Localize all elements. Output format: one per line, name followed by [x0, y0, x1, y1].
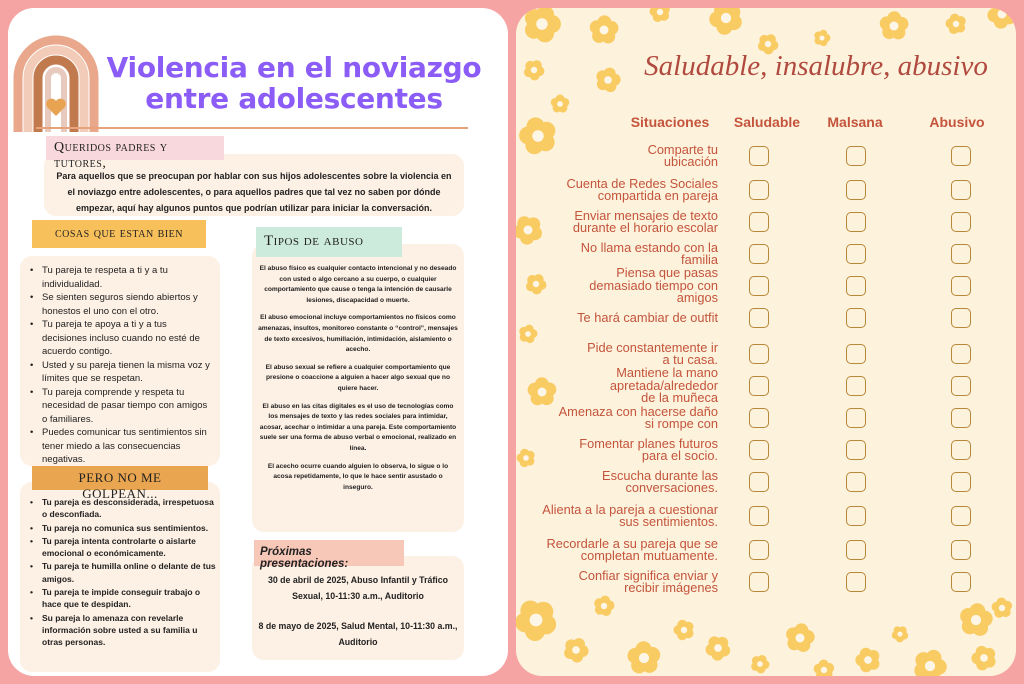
unhealthy-checkbox[interactable]	[846, 572, 866, 592]
flower-icon	[524, 60, 544, 80]
list-item: • Tu pareja te apoya a ti y a tus decisiones incluso cuando no esté de acuerdo contigo.	[30, 318, 214, 359]
abusive-checkbox[interactable]	[951, 376, 971, 396]
flower-icon	[519, 325, 537, 343]
checklist-title: Saludable, insalubre, abusivo	[644, 50, 988, 82]
unhealthy-checkbox[interactable]	[846, 180, 866, 200]
flower-icon	[814, 660, 834, 676]
abusive-checkbox[interactable]	[951, 506, 971, 526]
abuse-type-paragraph: El abuso físico es cualquier contacto intencional y no deseado con usted o algo cercano a su cuerpo, o cualquier comportamiento que cause o tenga la intención de causarle lesiones, discapacidad o muerte.	[259, 265, 457, 304]
abuse-type-paragraph: El abuso emocional incluye comportamientos no físicos como amenazas, insultos, monitoreo constante o “control”, mensajes de texto excesivos, humillación, intimidación, aislamiento o acecho.	[258, 314, 458, 354]
intro-text: Para aquellos que se preocupan por hablar con sus hijos adolescentes sobre la violencia en el noviazgo entre adolescentes, o para aquellos padres que tal vez no saben por dónde empezar, aquí hay algunos puntos que podrían utilizar para iniciar la conversación.	[56, 171, 452, 213]
flower-icon	[516, 601, 556, 641]
situation-label-line: familia	[681, 252, 718, 267]
healthy-checkbox[interactable]	[749, 540, 769, 560]
situation-label	[520, 175, 718, 203]
abusive-checkbox[interactable]	[951, 440, 971, 460]
intro-box	[44, 154, 464, 216]
healthy-checkbox[interactable]	[749, 376, 769, 396]
flower-icon	[674, 620, 694, 640]
abusive-checkbox[interactable]	[951, 540, 971, 560]
situation-label-line: Comparte tu	[647, 141, 718, 157]
healthy-checkbox[interactable]	[749, 408, 769, 428]
flower-icon	[590, 15, 619, 43]
unhealthy-checkbox[interactable]	[846, 212, 866, 232]
flower-icon	[709, 8, 741, 35]
healthy-checkbox[interactable]	[749, 344, 769, 364]
situation-label-line: completan mutuamente.	[580, 548, 718, 563]
abusive-checkbox[interactable]	[951, 344, 971, 364]
situation-label-line: Amenaza con hacerse daño	[558, 403, 718, 419]
list-item: • Usted y su pareja tienen la misma voz y límites que se respetan.	[30, 359, 214, 386]
unhealthy-checkbox[interactable]	[846, 276, 866, 296]
situation-label-line: Fomentar planes futuros	[579, 435, 718, 451]
abusive-checkbox[interactable]	[951, 180, 971, 200]
flower-icon	[880, 11, 909, 39]
situation-label	[520, 467, 718, 495]
situation-label-line: Alienta a la pareja a cuestionar	[542, 501, 718, 517]
situation-label-line: apretada/alrededor	[609, 377, 718, 393]
situation-label	[520, 501, 718, 529]
title-line-1: Violencia en el noviazgo	[106, 51, 482, 84]
situation-label	[520, 567, 718, 595]
situation-label-line: Confiar significa enviar y	[578, 567, 718, 583]
abuse-types-heading: Tipos de abuso	[256, 227, 402, 257]
situation-label-line: demasiado tiempo con	[589, 277, 718, 293]
situation-label	[520, 339, 718, 367]
presentations-heading: Próximas presentaciones:	[254, 540, 404, 566]
healthy-checkbox[interactable]	[749, 276, 769, 296]
situation-label-line: durante el horario escolar	[572, 220, 718, 235]
situation-label	[520, 367, 718, 405]
healthy-checkbox[interactable]	[749, 572, 769, 592]
unhealthy-checkbox[interactable]	[846, 440, 866, 460]
column-header-abusive: Abusivo	[929, 114, 985, 130]
situation-label	[520, 403, 718, 431]
flower-icon	[706, 636, 731, 660]
good-things-heading: cosas que estan bien	[32, 220, 206, 248]
healthy-checkbox[interactable]	[749, 506, 769, 526]
situation-label-line: recibir imágenes	[624, 580, 718, 595]
good-things-list	[30, 264, 214, 467]
list-item: • Tu pareja comprende y respeta tu necesidad de pasar tiempo con amigos o familiares.	[30, 386, 214, 427]
situation-label-line: Escucha durante las	[602, 467, 718, 483]
flower-icon	[551, 95, 569, 113]
unhealthy-checkbox[interactable]	[846, 308, 866, 328]
unhealthy-checkbox[interactable]	[846, 408, 866, 428]
situation-label	[520, 309, 718, 325]
flower-icon	[525, 8, 561, 42]
flower-icon	[914, 650, 946, 676]
situation-label-line: compartida en pareja	[597, 188, 718, 203]
abusive-checkbox[interactable]	[951, 472, 971, 492]
healthy-checkbox[interactable]	[749, 212, 769, 232]
situation-label-line: Enviar mensajes de texto	[574, 207, 718, 223]
healthy-checkbox[interactable]	[749, 440, 769, 460]
flower-icon	[594, 596, 614, 616]
warning-signs-heading: PERO NO ME GOLPEAN...	[32, 466, 208, 490]
abusive-checkbox[interactable]	[951, 212, 971, 232]
column-header-unhealthy: Malsana	[827, 114, 883, 130]
abusive-checkbox[interactable]	[951, 146, 971, 166]
warning-signs-list	[30, 496, 216, 649]
title-line-2: entre adolescentes	[145, 82, 443, 115]
situation-label-line: a tu casa.	[662, 352, 718, 367]
abusive-checkbox[interactable]	[951, 572, 971, 592]
situation-label-line: Mantiene la mano	[616, 365, 718, 381]
unhealthy-checkbox[interactable]	[846, 472, 866, 492]
presentations-box	[252, 556, 464, 660]
list-item: • Su pareja lo amenaza con revelarle información sobre usted a su familia u otras personas.	[30, 612, 216, 649]
list-item: • Tu pareja te humilla online o delante de tus amigos.	[30, 560, 216, 585]
situation-label-line: Cuenta de Redes Sociales	[566, 175, 718, 191]
list-item: • Tu pareja te impide conseguir trabajo o hace que te despidan.	[30, 586, 216, 611]
healthy-checkbox[interactable]	[749, 180, 769, 200]
unhealthy-checkbox[interactable]	[846, 506, 866, 526]
situation-label-line: Te hará cambiar de outfit	[577, 309, 718, 325]
flower-icon	[628, 641, 661, 673]
situation-label-line: Recordarle a su pareja que se	[546, 535, 718, 551]
situation-label-line: Piensa que pasas	[616, 265, 718, 281]
flower-icon	[855, 648, 879, 673]
abusive-checkbox[interactable]	[951, 244, 971, 264]
column-header-healthy: Saludable	[733, 114, 801, 130]
good-things-box	[20, 256, 220, 466]
list-item: • Tu pareja te respeta a ti y a tu individualidad.	[30, 264, 214, 291]
unhealthy-checkbox[interactable]	[846, 244, 866, 264]
divider	[36, 127, 468, 129]
abuse-type-paragraph: El abuso en las citas digitales es el uso de tecnologías como los mensajes de texto y las redes sociales para intimidar, acosar, acechar o intimidar a una pareja. Este comportamiento suele ser una forma de abuso verbal o emocional, realizado en línea.	[259, 402, 457, 452]
situation-label-line: ubicación	[663, 154, 718, 169]
healthy-checkbox[interactable]	[749, 244, 769, 264]
flower-icon	[786, 623, 814, 652]
list-item: • Se sienten seguros siendo abiertos y honestos el uno con el otro.	[30, 291, 214, 318]
situation-label	[520, 535, 718, 563]
parents-heading: Queridos padres y tutores,	[46, 136, 224, 160]
abusive-checkbox[interactable]	[951, 408, 971, 428]
list-item: • Tu pareja no comunica sus sentimientos.	[30, 522, 216, 534]
abuse-type-paragraph: El acecho ocurre cuando alguien lo observa, lo sigue o lo acosa repetidamente, lo que le hace sentir asustado o inseguro.	[267, 462, 449, 491]
flower-icon	[814, 30, 830, 46]
abusive-checkbox[interactable]	[951, 308, 971, 328]
healthy-checkbox[interactable]	[749, 472, 769, 492]
warning-signs-box	[20, 482, 220, 672]
list-item: • Tu pareja es desconsiderada, irrespetuosa o desconfiada.	[30, 496, 216, 521]
healthy-checkbox[interactable]	[749, 146, 769, 166]
situation-label	[520, 239, 718, 267]
flower-icon	[992, 598, 1012, 618]
flower-icon	[960, 603, 993, 636]
presentation-item: 8 de mayo de 2025, Salud Mental, 10-11:30 a.m., Auditorio	[258, 621, 458, 647]
abuse-type-paragraph: El abuso sexual se refiere a cualquier comportamiento que presione o coaccione a alguien a hacer algo sexual que no quiere hacer.	[265, 363, 451, 392]
unhealthy-checkbox[interactable]	[846, 146, 866, 166]
flower-icon	[650, 8, 670, 22]
situation-label-line: conversaciones.	[625, 480, 718, 495]
left-page	[8, 8, 508, 676]
situation-label	[520, 435, 718, 463]
flower-icon	[892, 626, 908, 642]
list-item: • Puedes comunicar tus sentimientos sin tener miedo a las consecuencias negativas.	[30, 426, 214, 467]
situation-label-line: si rompe con	[644, 416, 718, 431]
flower-icon	[971, 646, 995, 671]
flower-icon	[564, 638, 588, 662]
situation-label-line: para el socio.	[641, 448, 718, 463]
rainbow-heart-icon	[10, 20, 102, 132]
page-title	[104, 52, 484, 114]
unhealthy-checkbox[interactable]	[846, 344, 866, 364]
presentation-item: 30 de abril de 2025, Abuso Infantil y Tráfico Sexual, 10-11:30 a.m., Auditorio	[267, 575, 449, 601]
healthy-checkbox[interactable]	[749, 308, 769, 328]
situation-label-line: Pide constantemente ir	[587, 339, 718, 355]
abuse-types-box	[252, 244, 464, 532]
right-page	[516, 8, 1016, 676]
flower-icon	[987, 8, 1015, 29]
abusive-checkbox[interactable]	[951, 276, 971, 296]
list-item: • Tu pareja intenta controlarte o aislarte emocional o económicamente.	[30, 535, 216, 560]
situation-label-line: No llama estando con la	[580, 239, 718, 255]
unhealthy-checkbox[interactable]	[846, 376, 866, 396]
unhealthy-checkbox[interactable]	[846, 540, 866, 560]
situation-label	[520, 207, 718, 235]
situation-label-line: amigos	[676, 290, 718, 306]
column-header-situations: Situaciones	[630, 114, 710, 130]
situation-label	[520, 267, 718, 305]
situation-label-line: sus sentimientos.	[619, 514, 718, 529]
situation-label-line: de la muñeca	[641, 390, 718, 406]
situation-label	[520, 141, 718, 169]
flower-icon	[751, 655, 769, 673]
flower-icon	[946, 14, 966, 34]
